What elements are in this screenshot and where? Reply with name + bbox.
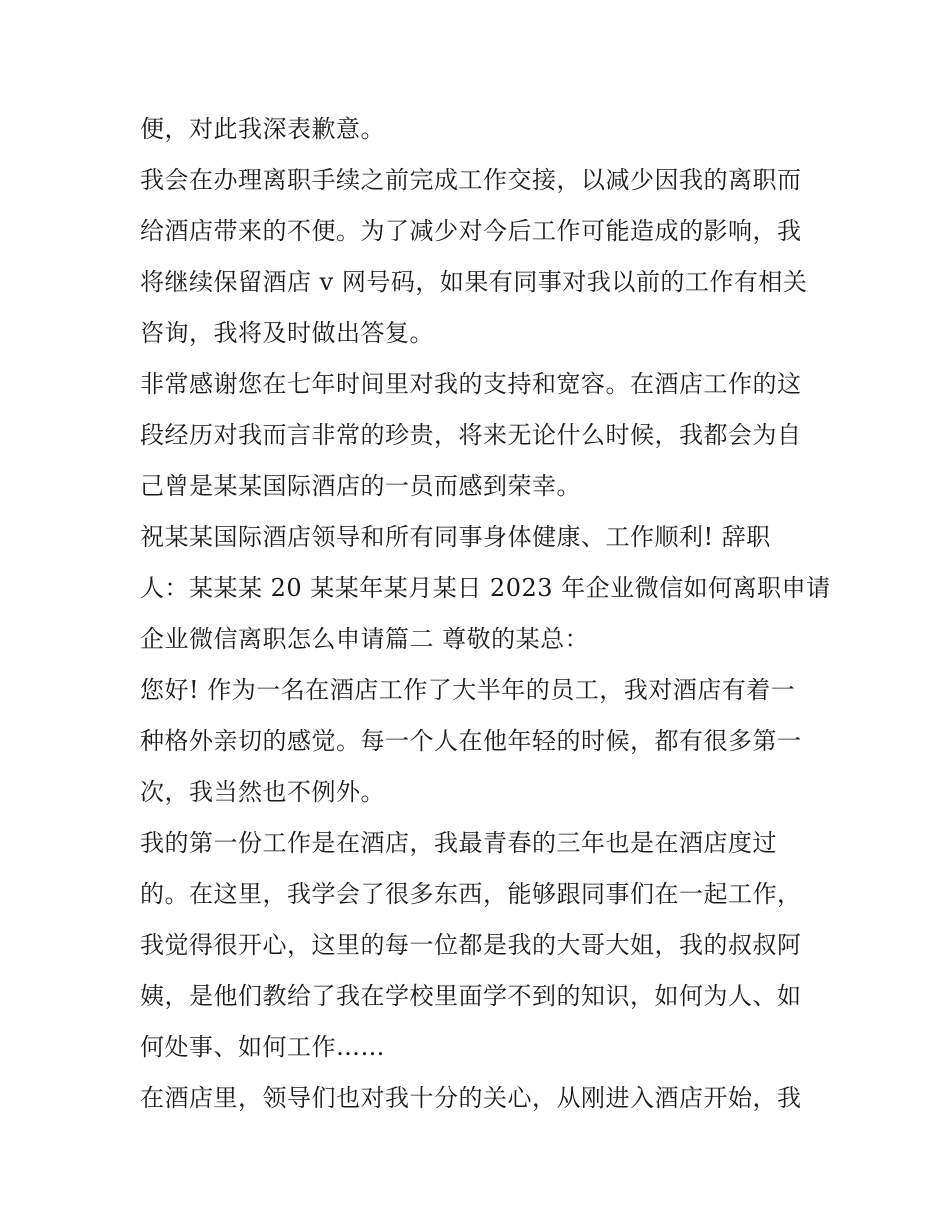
text-line: 的。在这里，我学会了很多东西，能够跟同事们在一起工作， xyxy=(140,880,802,908)
body-text xyxy=(140,104,831,1124)
text-line: 给酒店带来的不便。为了减少对今后工作可能造成的影响，我 xyxy=(140,217,802,245)
text-line: 次，我当然也不例外。 xyxy=(140,778,385,806)
text-line: 我觉得很开心，这里的每一位都是我的大哥大姐，我的叔叔阿 xyxy=(140,931,802,959)
text-line: 将继续保留酒店 v 网号码，如果有同事对我以前的工作有相关 xyxy=(140,268,808,296)
text-line: 姨，是他们教给了我在学校里面学不到的知识，如何为人、如 xyxy=(140,982,802,1010)
text-line: 非常感谢您在七年时间里对我的支持和宽容。在酒店工作的这 xyxy=(140,370,802,398)
text-line: 我会在办理离职手续之前完成工作交接，以减少因我的离职而 xyxy=(140,166,802,194)
text-line: 己曾是某某国际酒店的一员而感到荣幸。 xyxy=(140,472,581,500)
text-line: 祝某某国际酒店领导和所有同事身体健康、工作顺利! 辞职 xyxy=(140,523,771,551)
text-line: 咨询，我将及时做出答复。 xyxy=(140,319,434,347)
text-line: 段经历对我而言非常的珍贵，将来无论什么时候，我都会为自 xyxy=(140,421,802,449)
text-line: 便，对此我深表歉意。 xyxy=(140,115,385,143)
text-line: 何处事、如何工作…… xyxy=(140,1033,385,1061)
text-line: 我的第一份工作是在酒店，我最青春的三年也是在酒店度过 xyxy=(140,829,777,857)
text-line: 企业微信离职怎么申请篇二 尊敬的某总： xyxy=(140,625,590,653)
text-line: 在酒店里，领导们也对我十分的关心，从刚进入酒店开始，我 xyxy=(140,1084,802,1112)
text-line: 人：某某某 20 某某年某月某日 2023 年企业微信如何离职申请 xyxy=(140,574,831,602)
text-line: 种格外亲切的感觉。每一个人在他年轻的时候，都有很多第一 xyxy=(140,727,802,755)
text-line: 您好! 作为一名在酒店工作了大半年的员工，我对酒店有着一 xyxy=(140,676,796,704)
